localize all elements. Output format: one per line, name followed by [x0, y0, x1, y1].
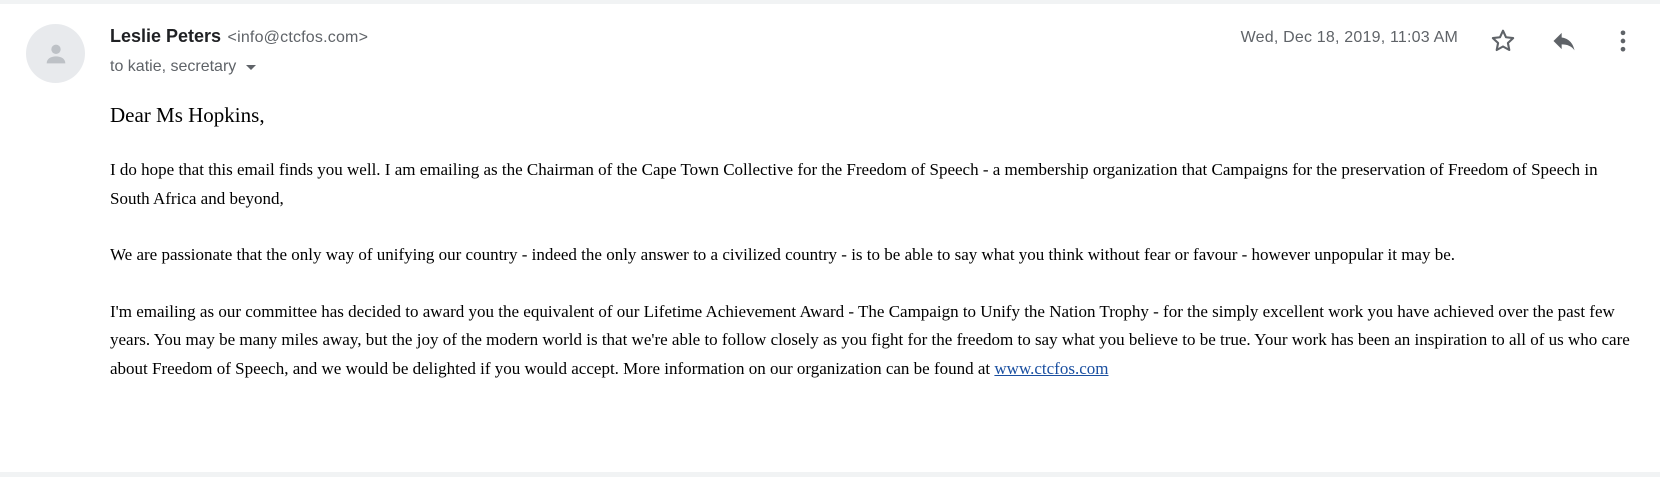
- paragraph-1: I do hope that this email finds you well. I am emailing as the Chairman of the Cape Town Collective for the Freedom of Speech - a membership organization that Campaigns for the preservation of Freedom of Speech in South Africa and beyond,: [110, 160, 1598, 208]
- paragraph-2: We are passionate that the only way of unifying our country - indeed the only answer to a civilized country - is to be able to say what you think without fear or favour - however unpopular it may be.: [110, 245, 1456, 264]
- message-body: [110, 100, 1640, 383]
- organization-link[interactable]: www.ctcfos.com: [994, 358, 1109, 378]
- sender: [110, 26, 368, 47]
- star-button[interactable]: [1486, 24, 1520, 58]
- recipients-dropdown[interactable]: [110, 58, 256, 76]
- more-vert-icon: [1609, 27, 1637, 55]
- avatar[interactable]: [26, 24, 85, 83]
- recipients-label: to katie, secretary: [110, 58, 237, 75]
- message-date: Wed, Dec 18, 2019, 11:03 AM: [1240, 29, 1458, 46]
- more-options-button[interactable]: [1606, 24, 1640, 58]
- star-icon: [1489, 27, 1517, 55]
- chevron-down-icon[interactable]: [246, 65, 256, 70]
- paragraph-3: [110, 298, 1640, 384]
- reply-button[interactable]: [1547, 24, 1581, 58]
- sender-name[interactable]: Leslie Peters: [110, 26, 222, 46]
- greeting: Dear Ms Hopkins,: [110, 103, 265, 127]
- paragraph-3-text: I'm emailing as our committee has decided to award you the equivalent of our Lifetime Achievement Award - The Campaign to Unify the Nation Trophy - for the simply excellent work you have achieved over the past few years. You may be many miles away, but the joy of the modern world is that we're able to follow closely as you fight for the freedom to say what you believe to be true. Your work has been an inspiration to all of us who care about Freedom of Speech, and we would be delighted if you would accept. More information on our organization can be found at: [110, 301, 1630, 378]
- person-icon: [42, 40, 70, 68]
- reply-icon: [1550, 27, 1578, 55]
- sender-email: <info@ctcfos.com>: [227, 29, 369, 46]
